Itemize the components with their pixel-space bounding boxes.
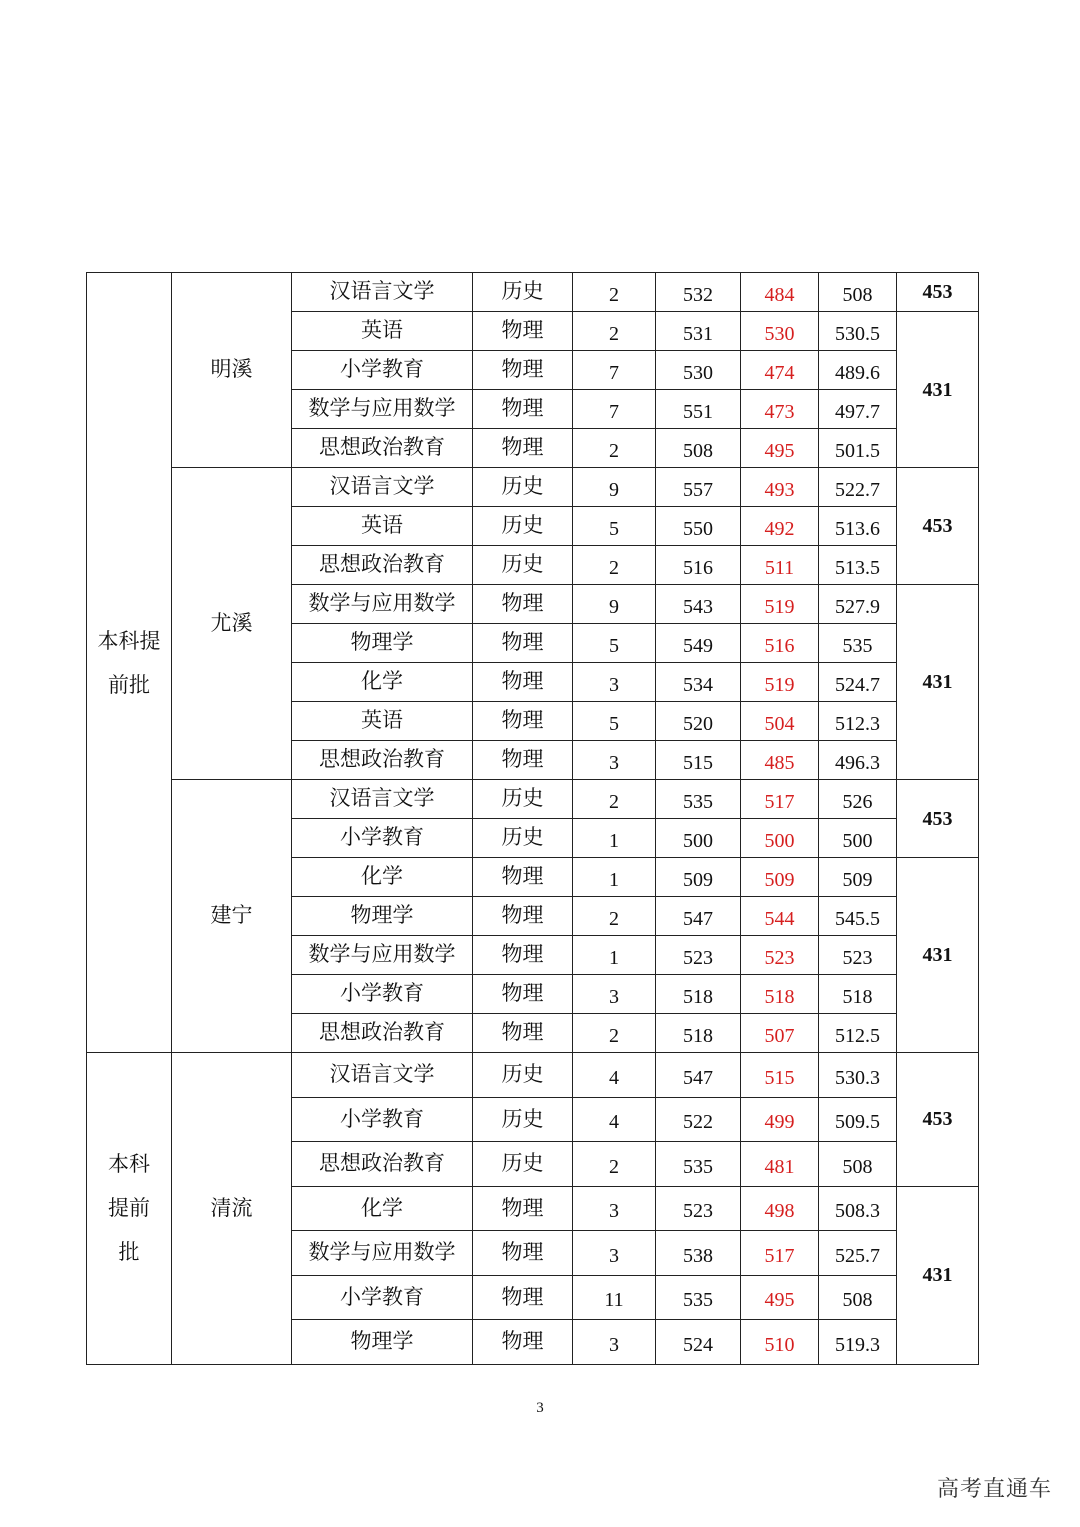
track-cell: 物理 (473, 585, 573, 624)
plan-cell: 7 (573, 390, 656, 429)
plan-cell: 7 (573, 351, 656, 390)
plan-cell: 3 (573, 1231, 656, 1276)
subject-cell: 英语 (292, 507, 473, 546)
avg-cell: 513.6 (819, 507, 897, 546)
subject-cell: 物理学 (292, 1320, 473, 1365)
campus-cell: 建宁 (172, 780, 292, 1053)
track-cell: 物理 (473, 390, 573, 429)
subject-cell: 化学 (292, 663, 473, 702)
admission-score-table (86, 272, 978, 1365)
track-cell: 物理 (473, 702, 573, 741)
control-line-cell: 431 (897, 1186, 979, 1364)
control-line-cell: 431 (897, 858, 979, 1053)
max-cell: 547 (656, 1053, 741, 1098)
track-cell: 物理 (473, 1014, 573, 1053)
avg-cell: 527.9 (819, 585, 897, 624)
subject-cell: 化学 (292, 1186, 473, 1231)
subject-cell: 汉语言文学 (292, 273, 473, 312)
batch-label: 本科提前批 (97, 628, 161, 697)
track-cell: 历史 (473, 819, 573, 858)
max-cell: 534 (656, 663, 741, 702)
page-number: 3 (536, 1400, 544, 1416)
control-line-cell: 431 (897, 312, 979, 468)
subject-cell: 思想政治教育 (292, 429, 473, 468)
min-cell: 523 (741, 936, 819, 975)
plan-cell: 4 (573, 1097, 656, 1142)
plan-cell: 2 (573, 1142, 656, 1187)
avg-cell: 508.3 (819, 1186, 897, 1231)
track-cell: 物理 (473, 1320, 573, 1365)
plan-cell: 2 (573, 897, 656, 936)
subject-cell: 物理学 (292, 624, 473, 663)
max-cell: 551 (656, 390, 741, 429)
track-cell: 历史 (473, 1097, 573, 1142)
avg-cell: 522.7 (819, 468, 897, 507)
subject-cell: 数学与应用数学 (292, 1231, 473, 1276)
subject-cell: 数学与应用数学 (292, 390, 473, 429)
min-cell: 510 (741, 1320, 819, 1365)
max-cell: 538 (656, 1231, 741, 1276)
min-cell: 516 (741, 624, 819, 663)
max-cell: 520 (656, 702, 741, 741)
avg-cell: 519.3 (819, 1320, 897, 1365)
avg-cell: 512.5 (819, 1014, 897, 1053)
subject-cell: 思想政治教育 (292, 546, 473, 585)
max-cell: 547 (656, 897, 741, 936)
track-cell: 物理 (473, 429, 573, 468)
subject-cell: 化学 (292, 858, 473, 897)
avg-cell: 508 (819, 1142, 897, 1187)
max-cell: 509 (656, 858, 741, 897)
min-cell: 500 (741, 819, 819, 858)
control-line-cell: 453 (897, 468, 979, 585)
plan-cell: 1 (573, 858, 656, 897)
plan-cell: 2 (573, 429, 656, 468)
plan-cell: 9 (573, 585, 656, 624)
track-cell: 历史 (473, 468, 573, 507)
subject-cell: 小学教育 (292, 1275, 473, 1320)
avg-cell: 509 (819, 858, 897, 897)
max-cell: 549 (656, 624, 741, 663)
plan-cell: 11 (573, 1275, 656, 1320)
min-cell: 509 (741, 858, 819, 897)
plan-cell: 5 (573, 702, 656, 741)
subject-cell: 思想政治教育 (292, 1142, 473, 1187)
min-cell: 511 (741, 546, 819, 585)
batch-cell (87, 273, 172, 1053)
min-cell: 492 (741, 507, 819, 546)
plan-cell: 3 (573, 741, 656, 780)
plan-cell: 3 (573, 975, 656, 1014)
plan-cell: 4 (573, 1053, 656, 1098)
subject-cell: 英语 (292, 702, 473, 741)
plan-cell: 3 (573, 663, 656, 702)
avg-cell: 489.6 (819, 351, 897, 390)
max-cell: 500 (656, 819, 741, 858)
subject-cell: 汉语言文学 (292, 780, 473, 819)
plan-cell: 1 (573, 819, 656, 858)
max-cell: 557 (656, 468, 741, 507)
min-cell: 519 (741, 585, 819, 624)
plan-cell: 3 (573, 1320, 656, 1365)
min-cell: 499 (741, 1097, 819, 1142)
control-line-cell: 453 (897, 1053, 979, 1187)
subject-cell: 数学与应用数学 (292, 585, 473, 624)
max-cell: 531 (656, 312, 741, 351)
max-cell: 550 (656, 507, 741, 546)
min-cell: 484 (741, 273, 819, 312)
plan-cell: 9 (573, 468, 656, 507)
avg-cell: 545.5 (819, 897, 897, 936)
control-line-cell: 431 (897, 585, 979, 780)
max-cell: 515 (656, 741, 741, 780)
plan-cell: 5 (573, 624, 656, 663)
avg-cell: 508 (819, 1275, 897, 1320)
min-cell: 481 (741, 1142, 819, 1187)
subject-cell: 小学教育 (292, 819, 473, 858)
min-cell: 473 (741, 390, 819, 429)
max-cell: 524 (656, 1320, 741, 1365)
watermark-logo-text: 高考直通车 (936, 1477, 1052, 1502)
batch-cell (87, 1053, 172, 1365)
avg-cell: 500 (819, 819, 897, 858)
plan-cell: 2 (573, 1014, 656, 1053)
subject-cell: 英语 (292, 312, 473, 351)
table-row (87, 468, 979, 507)
score-table (86, 272, 979, 1365)
subject-cell: 小学教育 (292, 351, 473, 390)
min-cell: 517 (741, 780, 819, 819)
avg-cell: 524.7 (819, 663, 897, 702)
max-cell: 516 (656, 546, 741, 585)
subject-cell: 思想政治教育 (292, 741, 473, 780)
avg-cell: 523 (819, 936, 897, 975)
campus-cell: 明溪 (172, 273, 292, 468)
avg-cell: 509.5 (819, 1097, 897, 1142)
min-cell: 518 (741, 975, 819, 1014)
track-cell: 历史 (473, 273, 573, 312)
table-row (87, 780, 979, 819)
plan-cell: 1 (573, 936, 656, 975)
avg-cell: 501.5 (819, 429, 897, 468)
avg-cell: 496.3 (819, 741, 897, 780)
track-cell: 历史 (473, 780, 573, 819)
min-cell: 485 (741, 741, 819, 780)
min-cell: 544 (741, 897, 819, 936)
avg-cell: 525.7 (819, 1231, 897, 1276)
track-cell: 历史 (473, 546, 573, 585)
track-cell: 物理 (473, 858, 573, 897)
track-cell: 物理 (473, 1275, 573, 1320)
max-cell: 530 (656, 351, 741, 390)
track-cell: 物理 (473, 1231, 573, 1276)
max-cell: 522 (656, 1097, 741, 1142)
avg-cell: 535 (819, 624, 897, 663)
avg-cell: 508 (819, 273, 897, 312)
max-cell: 523 (656, 1186, 741, 1231)
track-cell: 物理 (473, 897, 573, 936)
batch-label: 本科提前批 (108, 1152, 150, 1265)
max-cell: 535 (656, 780, 741, 819)
track-cell: 历史 (473, 507, 573, 546)
plan-cell: 5 (573, 507, 656, 546)
min-cell: 519 (741, 663, 819, 702)
min-cell: 498 (741, 1186, 819, 1231)
avg-cell: 513.5 (819, 546, 897, 585)
plan-cell: 2 (573, 312, 656, 351)
track-cell: 历史 (473, 1142, 573, 1187)
campus-cell: 清流 (172, 1053, 292, 1365)
avg-cell: 530.3 (819, 1053, 897, 1098)
avg-cell: 497.7 (819, 390, 897, 429)
track-cell: 物理 (473, 663, 573, 702)
track-cell: 物理 (473, 351, 573, 390)
plan-cell: 2 (573, 273, 656, 312)
avg-cell: 512.3 (819, 702, 897, 741)
min-cell: 517 (741, 1231, 819, 1276)
subject-cell: 数学与应用数学 (292, 936, 473, 975)
max-cell: 523 (656, 936, 741, 975)
control-line-cell: 453 (897, 273, 979, 312)
plan-cell: 2 (573, 780, 656, 819)
table-row (87, 273, 979, 312)
avg-cell: 526 (819, 780, 897, 819)
max-cell: 518 (656, 975, 741, 1014)
max-cell: 518 (656, 1014, 741, 1053)
max-cell: 543 (656, 585, 741, 624)
plan-cell: 2 (573, 546, 656, 585)
max-cell: 508 (656, 429, 741, 468)
min-cell: 495 (741, 1275, 819, 1320)
min-cell: 530 (741, 312, 819, 351)
max-cell: 535 (656, 1142, 741, 1187)
track-cell: 物理 (473, 624, 573, 663)
avg-cell: 530.5 (819, 312, 897, 351)
table-row (87, 1053, 979, 1098)
track-cell: 物理 (473, 1186, 573, 1231)
subject-cell: 小学教育 (292, 975, 473, 1014)
subject-cell: 汉语言文学 (292, 1053, 473, 1098)
avg-cell: 518 (819, 975, 897, 1014)
track-cell: 历史 (473, 1053, 573, 1098)
track-cell: 物理 (473, 936, 573, 975)
max-cell: 535 (656, 1275, 741, 1320)
min-cell: 474 (741, 351, 819, 390)
track-cell: 物理 (473, 975, 573, 1014)
min-cell: 507 (741, 1014, 819, 1053)
subject-cell: 小学教育 (292, 1097, 473, 1142)
control-line-cell: 453 (897, 780, 979, 858)
subject-cell: 汉语言文学 (292, 468, 473, 507)
track-cell: 物理 (473, 741, 573, 780)
max-cell: 532 (656, 273, 741, 312)
subject-cell: 物理学 (292, 897, 473, 936)
min-cell: 504 (741, 702, 819, 741)
campus-cell: 尤溪 (172, 468, 292, 780)
min-cell: 515 (741, 1053, 819, 1098)
plan-cell: 3 (573, 1186, 656, 1231)
min-cell: 495 (741, 429, 819, 468)
track-cell: 物理 (473, 312, 573, 351)
min-cell: 493 (741, 468, 819, 507)
subject-cell: 思想政治教育 (292, 1014, 473, 1053)
